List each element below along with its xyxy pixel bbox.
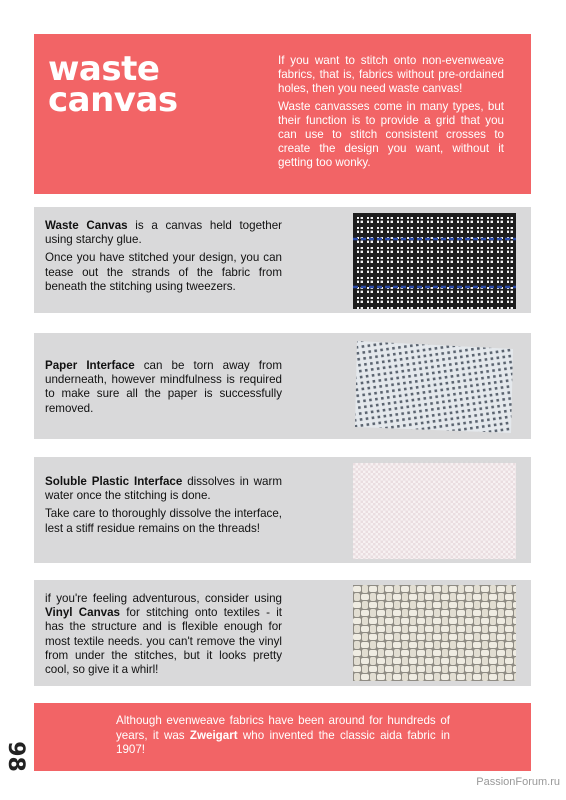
footer-text-pre: Although evenweave fabrics have been around for hundreds of years, it was <box>116 714 450 742</box>
paper-interface-image <box>353 339 516 435</box>
card-term: Soluble Plastic Interface <box>45 475 183 488</box>
page-title <box>48 49 178 120</box>
card-text <box>45 475 282 540</box>
card-description: is a canvas held together using starchy glue. <box>45 219 283 247</box>
card-description: can be torn away from underneath, however mindfulness is required to make sure all the paper is successfully removed. <box>45 359 282 415</box>
card-term: Waste Canvas <box>45 219 128 232</box>
footer-panel <box>34 703 531 771</box>
intro-paragraph-1: If you want to stitch onto non-evenweave fabrics, that is, fabrics without pre-ordained holes, then you need waste canvas! <box>278 54 504 95</box>
card-description: for stitching onto textiles - it has the structure and is flexible enough for most textile needs. you can't remove the vinyl from under the stitches, but it looks pretty cool, so give it a whirl! <box>45 606 282 677</box>
card-text <box>45 359 282 420</box>
card-term: Vinyl Canvas <box>45 606 121 620</box>
footer-text-post: who invented the classic aida fabric in 1907! <box>116 728 450 757</box>
page-number: 98 <box>2 741 28 772</box>
intro-paragraph-2: Waste canvasses come in many types, but their function is to provide a grid that you can use to stitch consistent crosses to create the design you want, without it getting too wonky. <box>278 100 504 169</box>
soluble-plastic-image <box>353 463 516 559</box>
card-paragraph-2: Take care to thoroughly dissolve the interface, lest a stiff residue remains on the threads! <box>45 507 282 535</box>
card-text <box>45 592 282 681</box>
card-vinyl-canvas <box>34 580 531 686</box>
header-panel <box>34 34 531 194</box>
title-line-2: canvas <box>48 80 178 120</box>
card-intro: if you're feeling adventurous, consider using <box>45 592 282 605</box>
intro-text <box>278 54 504 174</box>
footer-text <box>116 714 450 758</box>
card-waste-canvas <box>34 207 531 313</box>
card-paragraph-2: Once you have stitched your design, you can tease out the strands of the fabric from beneath the stitching using tweezers. <box>45 251 282 293</box>
card-term: Paper Interface <box>45 359 135 372</box>
vinyl-canvas-image <box>353 585 516 681</box>
card-description: dissolves in warm water once the stitching is done. <box>45 475 282 503</box>
watermark: PassionForum.ru <box>476 776 560 788</box>
card-text <box>45 219 282 298</box>
title-line-1: waste <box>48 49 160 89</box>
card-soluble-plastic <box>34 457 531 563</box>
card-paper-interface <box>34 333 531 439</box>
waste-canvas-image <box>353 213 516 309</box>
footer-brand: Zweigart <box>189 728 238 742</box>
